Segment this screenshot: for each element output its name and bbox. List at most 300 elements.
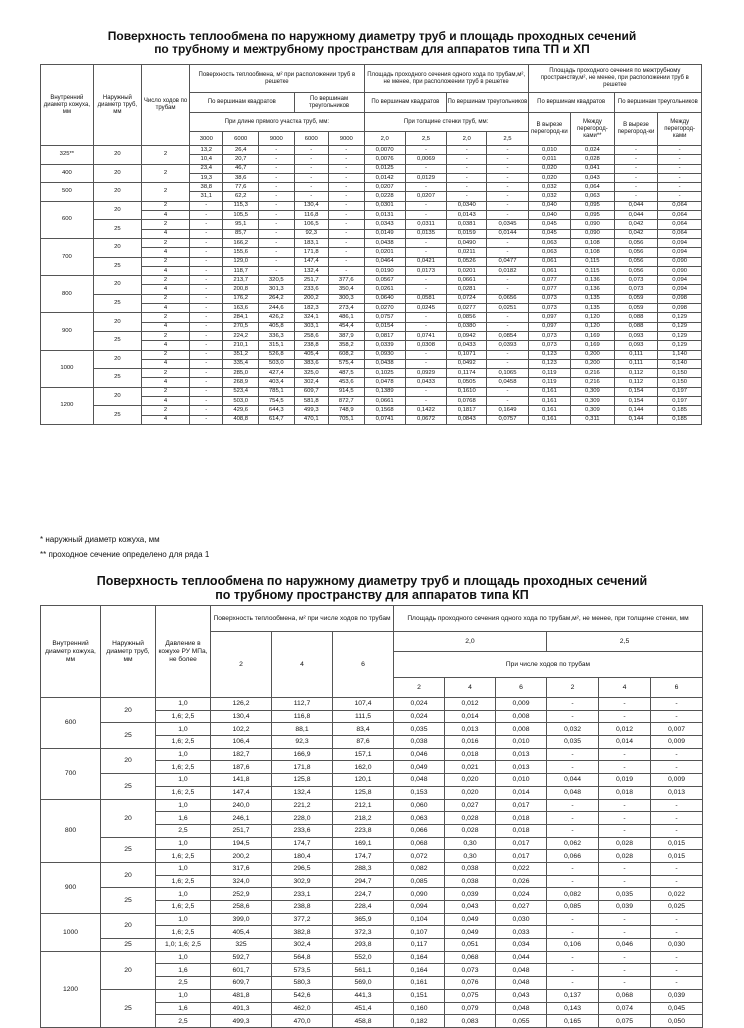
value-cell: 0,0144	[487, 229, 528, 238]
t2-head-pass-6: 6	[496, 678, 547, 698]
value-cell: 0,082	[394, 862, 445, 875]
value-cell: 13,2	[190, 146, 223, 155]
value-cell: 273,4	[328, 304, 364, 313]
value-cell: 213,7	[223, 276, 259, 285]
value-cell: -	[258, 155, 294, 164]
value-cell: 0,049	[445, 913, 496, 926]
value-cell: 914,5	[328, 387, 364, 396]
value-cell: 0,161	[528, 387, 570, 396]
pressure-cell: 1,0	[156, 862, 211, 875]
pressure-cell: 1,6; 2,5	[156, 710, 211, 723]
value-cell: 221,2	[272, 799, 333, 812]
value-cell: 2	[141, 201, 189, 210]
value-cell: 0,0131	[364, 211, 405, 220]
value-cell: 223,8	[333, 824, 394, 837]
value-cell: 0,059	[614, 294, 658, 303]
value-cell: 200,2	[294, 294, 328, 303]
value-cell: 0,150	[658, 369, 702, 378]
value-cell: 335,4	[223, 359, 259, 368]
value-cell: 0,0492	[447, 359, 487, 368]
shell-diameter-cell: 1200	[41, 387, 94, 424]
value-cell: 4	[141, 248, 189, 257]
t1-head-len-6000: 6000	[294, 132, 328, 146]
value-cell: 0,0143	[447, 211, 487, 220]
value-cell: -	[487, 155, 528, 164]
value-cell: 0,046	[394, 748, 445, 761]
value-cell: 4	[141, 359, 189, 368]
table-row	[41, 220, 702, 229]
value-cell: 0,1174	[447, 369, 487, 378]
t2-head-passes: При числе ходов по трубам	[394, 652, 703, 678]
value-cell: 296,5	[272, 862, 333, 875]
tube-diameter-cell: 20	[93, 238, 141, 257]
value-cell: -	[599, 926, 651, 939]
value-cell: 251,7	[294, 276, 328, 285]
pressure-cell: 1,0	[156, 913, 211, 926]
value-cell: 0,185	[658, 415, 702, 424]
value-cell: 0,043	[571, 173, 615, 182]
pressure-cell: 1,6; 2,5	[156, 875, 211, 888]
value-cell: 2	[141, 238, 189, 247]
value-cell: 270,5	[223, 322, 259, 331]
value-cell: 77,6	[223, 183, 259, 192]
value-cell: 0,026	[496, 875, 547, 888]
value-cell: -	[190, 359, 223, 368]
value-cell: -	[447, 164, 487, 173]
value-cell: -	[547, 964, 599, 977]
value-cell: 0,161	[528, 397, 570, 406]
value-cell: -	[190, 294, 223, 303]
value-cell: 2	[141, 313, 189, 322]
value-cell: 106,4	[211, 736, 272, 749]
value-cell: 0,085	[547, 901, 599, 914]
value-cell: -	[651, 698, 703, 711]
value-cell: -	[190, 304, 223, 313]
value-cell: 19,3	[190, 173, 223, 182]
value-cell: 0,0311	[405, 220, 446, 229]
table-row	[41, 862, 703, 875]
value-cell: 0,064	[571, 183, 615, 192]
value-cell: 0,063	[571, 192, 615, 201]
value-cell: 0,064	[658, 229, 702, 238]
table-row	[41, 951, 703, 964]
value-cell: 0,0843	[447, 415, 487, 424]
value-cell: 350,4	[328, 285, 364, 294]
value-cell: 4	[141, 304, 189, 313]
value-cell: -	[405, 238, 446, 247]
value-cell: -	[328, 248, 364, 257]
value-cell: 0,090	[571, 229, 615, 238]
value-cell: -	[190, 331, 223, 340]
value-cell: 46,7	[223, 164, 259, 173]
value-cell: 0,095	[571, 211, 615, 220]
value-cell: 0,017	[496, 850, 547, 863]
table-row	[41, 748, 703, 761]
value-cell: 0,035	[599, 888, 651, 901]
value-cell: 4	[141, 341, 189, 350]
passes-cell: 2	[141, 164, 189, 183]
value-cell: -	[547, 748, 599, 761]
value-cell: -	[405, 183, 446, 192]
value-cell: -	[658, 155, 702, 164]
value-cell: -	[190, 266, 223, 275]
value-cell: 0,024	[394, 698, 445, 711]
pressure-cell: 1,6; 2,5	[156, 850, 211, 863]
value-cell: 0,056	[614, 257, 658, 266]
value-cell: 0,1817	[447, 406, 487, 415]
pressure-cell: 1,0	[156, 888, 211, 901]
tube-diameter-cell: 20	[101, 862, 156, 887]
value-cell: 0,020	[445, 774, 496, 787]
value-cell: 0,051	[445, 939, 496, 952]
value-cell: 0,076	[445, 977, 496, 990]
table-row	[41, 350, 702, 359]
value-cell: -	[547, 926, 599, 939]
value-cell: 2	[141, 331, 189, 340]
value-cell: -	[294, 164, 328, 173]
tube-diameter-cell: 25	[93, 294, 141, 313]
value-cell: 26,4	[223, 146, 259, 155]
value-cell: 0,119	[528, 378, 570, 387]
value-cell: -	[294, 173, 328, 182]
value-cell: 0,104	[394, 913, 445, 926]
value-cell: 0,068	[599, 989, 651, 1002]
value-cell: 0,140	[658, 359, 702, 368]
value-cell: 0,042	[614, 229, 658, 238]
value-cell: 0,085	[394, 875, 445, 888]
value-cell: 0,143	[547, 1002, 599, 1015]
value-cell: 147,4	[211, 786, 272, 799]
value-cell: 365,9	[333, 913, 394, 926]
value-cell: 0,073	[528, 304, 570, 313]
value-cell: 0,154	[614, 397, 658, 406]
value-cell: 0,137	[547, 989, 599, 1002]
value-cell: 0,088	[614, 313, 658, 322]
value-cell: 351,2	[223, 350, 259, 359]
value-cell: 0,0182	[487, 266, 528, 275]
value-cell: 0,0301	[364, 201, 405, 210]
value-cell: -	[328, 238, 364, 247]
tube-diameter-cell: 25	[93, 369, 141, 388]
table-row	[41, 989, 703, 1002]
value-cell: 0,0135	[405, 229, 446, 238]
value-cell: 171,8	[294, 248, 328, 257]
value-cell: 573,5	[272, 964, 333, 977]
t2-head-pass-4: 4	[599, 678, 651, 698]
value-cell: -	[599, 875, 651, 888]
value-cell: 748,9	[328, 406, 364, 415]
pressure-cell: 1,6; 2,5	[156, 736, 211, 749]
value-cell: 569,0	[333, 977, 394, 990]
value-cell: -	[190, 313, 223, 322]
value-cell: 0,0741	[364, 415, 405, 424]
value-cell: 0,008	[496, 723, 547, 736]
value-cell: -	[599, 748, 651, 761]
value-cell: 0,098	[658, 304, 702, 313]
value-cell: 0,0261	[364, 285, 405, 294]
value-cell: 0,0640	[364, 294, 405, 303]
value-cell: 300,3	[328, 294, 364, 303]
pressure-cell: 1,6	[156, 964, 211, 977]
value-cell: 233,1	[272, 888, 333, 901]
t1-head-diam: Внутренний диаметр кожуха, мм	[41, 65, 94, 146]
table-row	[41, 257, 702, 266]
value-cell: 0,020	[528, 164, 570, 173]
value-cell: -	[405, 211, 446, 220]
pressure-cell: 1,0	[156, 698, 211, 711]
value-cell: -	[405, 164, 446, 173]
value-cell: 0,136	[571, 285, 615, 294]
value-cell: 200,8	[223, 285, 259, 294]
value-cell: 0,216	[571, 369, 615, 378]
shell-diameter-cell: 700	[41, 748, 101, 799]
t1-head-between: Между перегород-ками**	[571, 113, 615, 146]
value-cell: 0,044	[614, 211, 658, 220]
value-cell: 0,309	[571, 387, 615, 396]
value-cell: 383,6	[294, 359, 328, 368]
value-cell: 0,197	[658, 397, 702, 406]
pressure-cell: 1,0	[156, 799, 211, 812]
value-cell: 0,007	[651, 723, 703, 736]
t2-head-tube: Наружный диаметр труб, мм	[101, 606, 156, 698]
value-cell: 523,4	[223, 387, 259, 396]
value-cell: -	[405, 285, 446, 294]
value-cell: 0,30	[445, 850, 496, 863]
value-cell: 0,014	[445, 710, 496, 723]
value-cell: 0,0270	[364, 304, 405, 313]
table-row	[41, 799, 703, 812]
value-cell: -	[487, 276, 528, 285]
value-cell: 336,3	[258, 331, 294, 340]
value-cell: 0,0154	[364, 322, 405, 331]
shell-diameter-cell: 1000	[41, 350, 94, 387]
value-cell: 399,0	[211, 913, 272, 926]
value-cell: 0,012	[445, 698, 496, 711]
t1-head-wall-2-5: 2,5	[405, 132, 446, 146]
value-cell: 462,0	[272, 1002, 333, 1015]
value-cell: -	[599, 862, 651, 875]
value-cell: 258,6	[211, 901, 272, 914]
value-cell: 0,0345	[487, 220, 528, 229]
pressure-cell: 2,5	[156, 824, 211, 837]
value-cell: 0,056	[614, 266, 658, 275]
value-cell: 31,1	[190, 192, 223, 201]
value-cell: 4	[141, 266, 189, 275]
value-cell: 0,0228	[364, 192, 405, 201]
value-cell: 125,8	[272, 774, 333, 787]
value-cell: 0,164	[394, 964, 445, 977]
value-cell: 486,1	[328, 313, 364, 322]
value-cell: 0,079	[445, 1002, 496, 1015]
t1-head-cut: В вырезе перегород-ки	[528, 113, 570, 146]
value-cell: 0,0724	[447, 294, 487, 303]
value-cell: 0,013	[496, 761, 547, 774]
value-cell: 0,049	[445, 926, 496, 939]
value-cell: 0,153	[394, 786, 445, 799]
t1-head-tube: Наружный диаметр труб, мм	[93, 65, 141, 146]
value-cell: 0,161	[394, 977, 445, 990]
value-cell: 4	[141, 211, 189, 220]
value-cell: 0,041	[571, 164, 615, 173]
value-cell: 294,7	[333, 875, 394, 888]
table-row	[41, 774, 703, 787]
table-row	[41, 146, 702, 155]
value-cell: 0,0380	[447, 322, 487, 331]
value-cell: 0,107	[394, 926, 445, 939]
pressure-cell: 1,0	[156, 837, 211, 850]
value-cell: 427,4	[258, 369, 294, 378]
value-cell: 0,1025	[364, 369, 405, 378]
value-cell: 0,022	[496, 862, 547, 875]
value-cell: 2	[141, 350, 189, 359]
value-cell: 0,0661	[364, 397, 405, 406]
t1-head-wall-2-0: 2,0	[447, 132, 487, 146]
t1-head-len-9000: 9000	[328, 132, 364, 146]
value-cell: 0,017	[496, 837, 547, 850]
value-cell: -	[658, 192, 702, 201]
value-cell: 0,044	[614, 201, 658, 210]
value-cell: 542,6	[272, 989, 333, 1002]
value-cell: 0,0211	[447, 248, 487, 257]
value-cell: 575,4	[328, 359, 364, 368]
value-cell: 0,009	[496, 698, 547, 711]
value-cell: -	[190, 211, 223, 220]
value-cell: 4	[141, 322, 189, 331]
value-cell: 0,063	[528, 248, 570, 257]
value-cell: -	[614, 155, 658, 164]
value-cell: 470,1	[294, 415, 328, 424]
value-cell: -	[190, 341, 223, 350]
value-cell: 499,3	[294, 406, 328, 415]
table-row	[41, 294, 702, 303]
table-row	[41, 698, 703, 711]
value-cell: -	[190, 378, 223, 387]
value-cell: 130,4	[211, 710, 272, 723]
value-cell: 301,3	[258, 285, 294, 294]
table-row	[41, 331, 702, 340]
value-cell: 0,0393	[487, 341, 528, 350]
t2-head-pass-2: 2	[547, 678, 599, 698]
value-cell: -	[651, 761, 703, 774]
tube-diameter-cell: 20	[101, 799, 156, 837]
value-cell: -	[190, 350, 223, 359]
value-cell: -	[651, 964, 703, 977]
value-cell: -	[258, 238, 294, 247]
value-cell: 264,2	[258, 294, 294, 303]
value-cell: 0,048	[547, 786, 599, 799]
value-cell: 0,120	[571, 322, 615, 331]
shell-diameter-cell: 800	[41, 799, 101, 862]
passes-cell: 2	[141, 183, 189, 202]
value-cell: 0,0661	[447, 276, 487, 285]
value-cell: 174,7	[272, 837, 333, 850]
value-cell: 0,073	[528, 341, 570, 350]
value-cell: 2	[141, 220, 189, 229]
value-cell: -	[258, 229, 294, 238]
value-cell: 155,6	[223, 248, 259, 257]
value-cell: 180,4	[272, 850, 333, 863]
value-cell: -	[651, 875, 703, 888]
value-cell: 2	[141, 257, 189, 266]
tube-diameter-cell: 25	[101, 723, 156, 748]
value-cell: 0,169	[571, 331, 615, 340]
value-cell: 0,0207	[364, 183, 405, 192]
pressure-cell: 1,6	[156, 812, 211, 825]
shell-diameter-cell: 600	[41, 698, 101, 749]
value-cell: 92,3	[272, 736, 333, 749]
table-row	[41, 837, 703, 850]
value-cell: 0,309	[571, 406, 615, 415]
value-cell: 0,093	[614, 331, 658, 340]
t1-head-square: По вершинам квадратов	[190, 93, 294, 113]
table-row	[41, 723, 703, 736]
value-cell: 0,0526	[447, 257, 487, 266]
value-cell: 0,0458	[487, 378, 528, 387]
value-cell: 0,059	[614, 304, 658, 313]
value-cell: 0,088	[614, 322, 658, 331]
value-cell: 0,0201	[364, 248, 405, 257]
value-cell: -	[614, 146, 658, 155]
value-cell: 0,0656	[487, 294, 528, 303]
value-cell: 320,5	[258, 276, 294, 285]
value-cell: 224,7	[333, 888, 394, 901]
value-cell: 0,0464	[364, 257, 405, 266]
value-cell: -	[258, 173, 294, 182]
value-cell: 0,0929	[405, 369, 446, 378]
value-cell: 0,038	[445, 875, 496, 888]
value-cell: -	[328, 220, 364, 229]
value-cell: -	[547, 875, 599, 888]
value-cell: 0,0245	[405, 304, 446, 313]
table-row	[41, 201, 702, 210]
t2-head-surface-6: 6	[333, 632, 394, 698]
value-cell: 132,4	[272, 786, 333, 799]
value-cell: 0,144	[614, 415, 658, 424]
shell-diameter-cell: 500	[41, 183, 94, 202]
table1-heat-exchange-tp-hp	[40, 64, 702, 425]
table-row	[41, 238, 702, 247]
value-cell: 0,197	[658, 387, 702, 396]
value-cell: 4	[141, 397, 189, 406]
value-cell: 609,7	[211, 977, 272, 990]
tube-diameter-cell: 20	[93, 201, 141, 220]
value-cell: -	[487, 350, 528, 359]
value-cell: -	[651, 862, 703, 875]
value-cell: 252,9	[211, 888, 272, 901]
value-cell: 0,1568	[364, 406, 405, 415]
value-cell: 552,0	[333, 951, 394, 964]
value-cell: 162,0	[333, 761, 394, 774]
value-cell: 0,016	[445, 736, 496, 749]
t1-head-area-shell: Площадь проходного сечения по межтрубному пространству,м², не менее, при расположении труб в решетке	[528, 65, 701, 93]
value-cell: 4	[141, 285, 189, 294]
value-cell: 0,090	[571, 220, 615, 229]
pressure-cell: 2,5	[156, 1015, 211, 1028]
value-cell: 0,0930	[364, 350, 405, 359]
tube-diameter-cell: 25	[101, 837, 156, 862]
value-cell: 200,2	[211, 850, 272, 863]
value-cell: 246,1	[211, 812, 272, 825]
value-cell: 0,129	[658, 313, 702, 322]
value-cell: 0,038	[445, 862, 496, 875]
value-cell: -	[328, 229, 364, 238]
value-cell: 233,6	[272, 824, 333, 837]
value-cell: -	[487, 238, 528, 247]
value-cell: -	[190, 397, 223, 406]
value-cell: 0,038	[394, 736, 445, 749]
value-cell: 0,0856	[447, 313, 487, 322]
t1-head-triangle: По вершинам треугольников	[294, 93, 364, 113]
